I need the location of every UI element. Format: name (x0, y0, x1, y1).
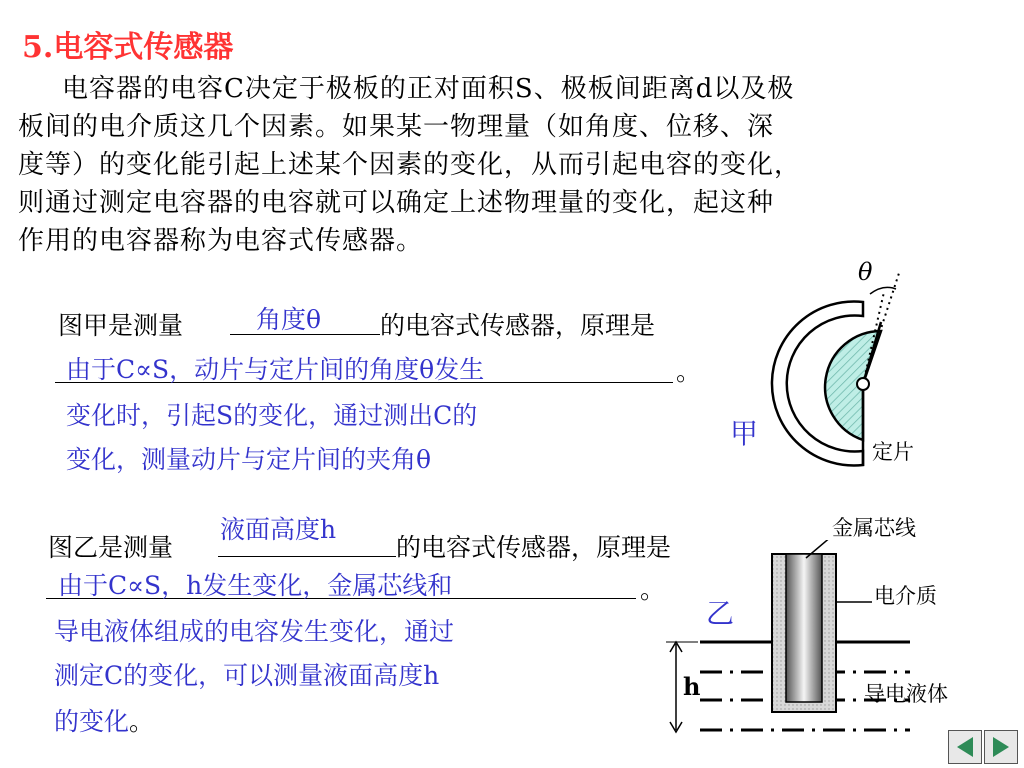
jia-answer-line-3: 变化，测量动片与定片间的夹角θ (66, 445, 432, 474)
theta-label: θ (858, 258, 873, 286)
yi-answer-line-3: 测定C的变化，可以测量液面高度h (54, 661, 440, 690)
intro-line-2: 板间的电介质这几个因素。如果某一物理量（如角度、位移、深 (18, 112, 775, 142)
fixed-plate-label: 定片 (872, 440, 914, 464)
jia-question-suffix: 的电容式传感器，原理是 (380, 311, 656, 340)
yi-blank-answer: 液面高度h (220, 515, 337, 544)
intro-line-5: 作用的电容器称为电容式传感器。 (18, 226, 424, 256)
yi-figure-label: 乙 (706, 597, 735, 630)
yi-figure (640, 540, 940, 740)
metal-core (786, 554, 822, 702)
jia-end-mark: 。 (676, 357, 702, 386)
jia-question-prefix: 图甲是测量 (58, 311, 184, 340)
yi-answer-line-4-group (54, 702, 154, 738)
jia-blank-answer: 角度θ (256, 305, 322, 334)
core-label: 金属芯线 (832, 516, 916, 540)
jia-figure-label: 甲 (730, 417, 759, 450)
yi-end-mark: 。 (640, 575, 666, 604)
left-triangle-icon (949, 731, 981, 763)
intro-line-3: 度等）的变化能引起上述某个因素的变化，从而引起电容的变化， (18, 150, 802, 180)
dielectric-label: 电介质 (874, 584, 937, 608)
yi-answer-tail: 。 (129, 707, 155, 736)
prev-slide-button[interactable] (948, 730, 982, 764)
angle-arc (870, 287, 896, 294)
yi-answer-line-1: 由于C∝S，h发生变化，金属芯线和 (58, 571, 453, 600)
jia-answer-line-1: 由于C∝S，动片与定片间的角度θ发生 (66, 355, 485, 384)
yi-answer-line-2: 导电液体组成的电容发生变化，通过 (54, 617, 455, 646)
h-label: h (683, 672, 701, 701)
next-slide-button[interactable] (984, 730, 1018, 764)
liquid-label: 导电液体 (864, 682, 948, 706)
yi-answer-line-4: 的变化 (54, 707, 130, 736)
yi-question-prefix: 图乙是测量 (48, 533, 174, 562)
jia-answer-line-2: 变化时，引起S的变化，通过测出C的 (66, 401, 478, 430)
right-triangle-icon (985, 731, 1017, 763)
yi-blank-line (218, 556, 396, 557)
pivot-circle (857, 378, 869, 390)
intro-line-1: 电容器的电容C决定于极板的正对面积S、极板间距离d以及极 (62, 74, 795, 104)
intro-paragraph (18, 70, 1018, 260)
intro-line-4: 则通过测定电容器的电容就可以确定上述物理量的变化，起这种 (18, 188, 775, 218)
slide-title: 5.电容式传感器 (22, 30, 234, 65)
yi-question-suffix: 的电容式传感器，原理是 (396, 533, 672, 562)
